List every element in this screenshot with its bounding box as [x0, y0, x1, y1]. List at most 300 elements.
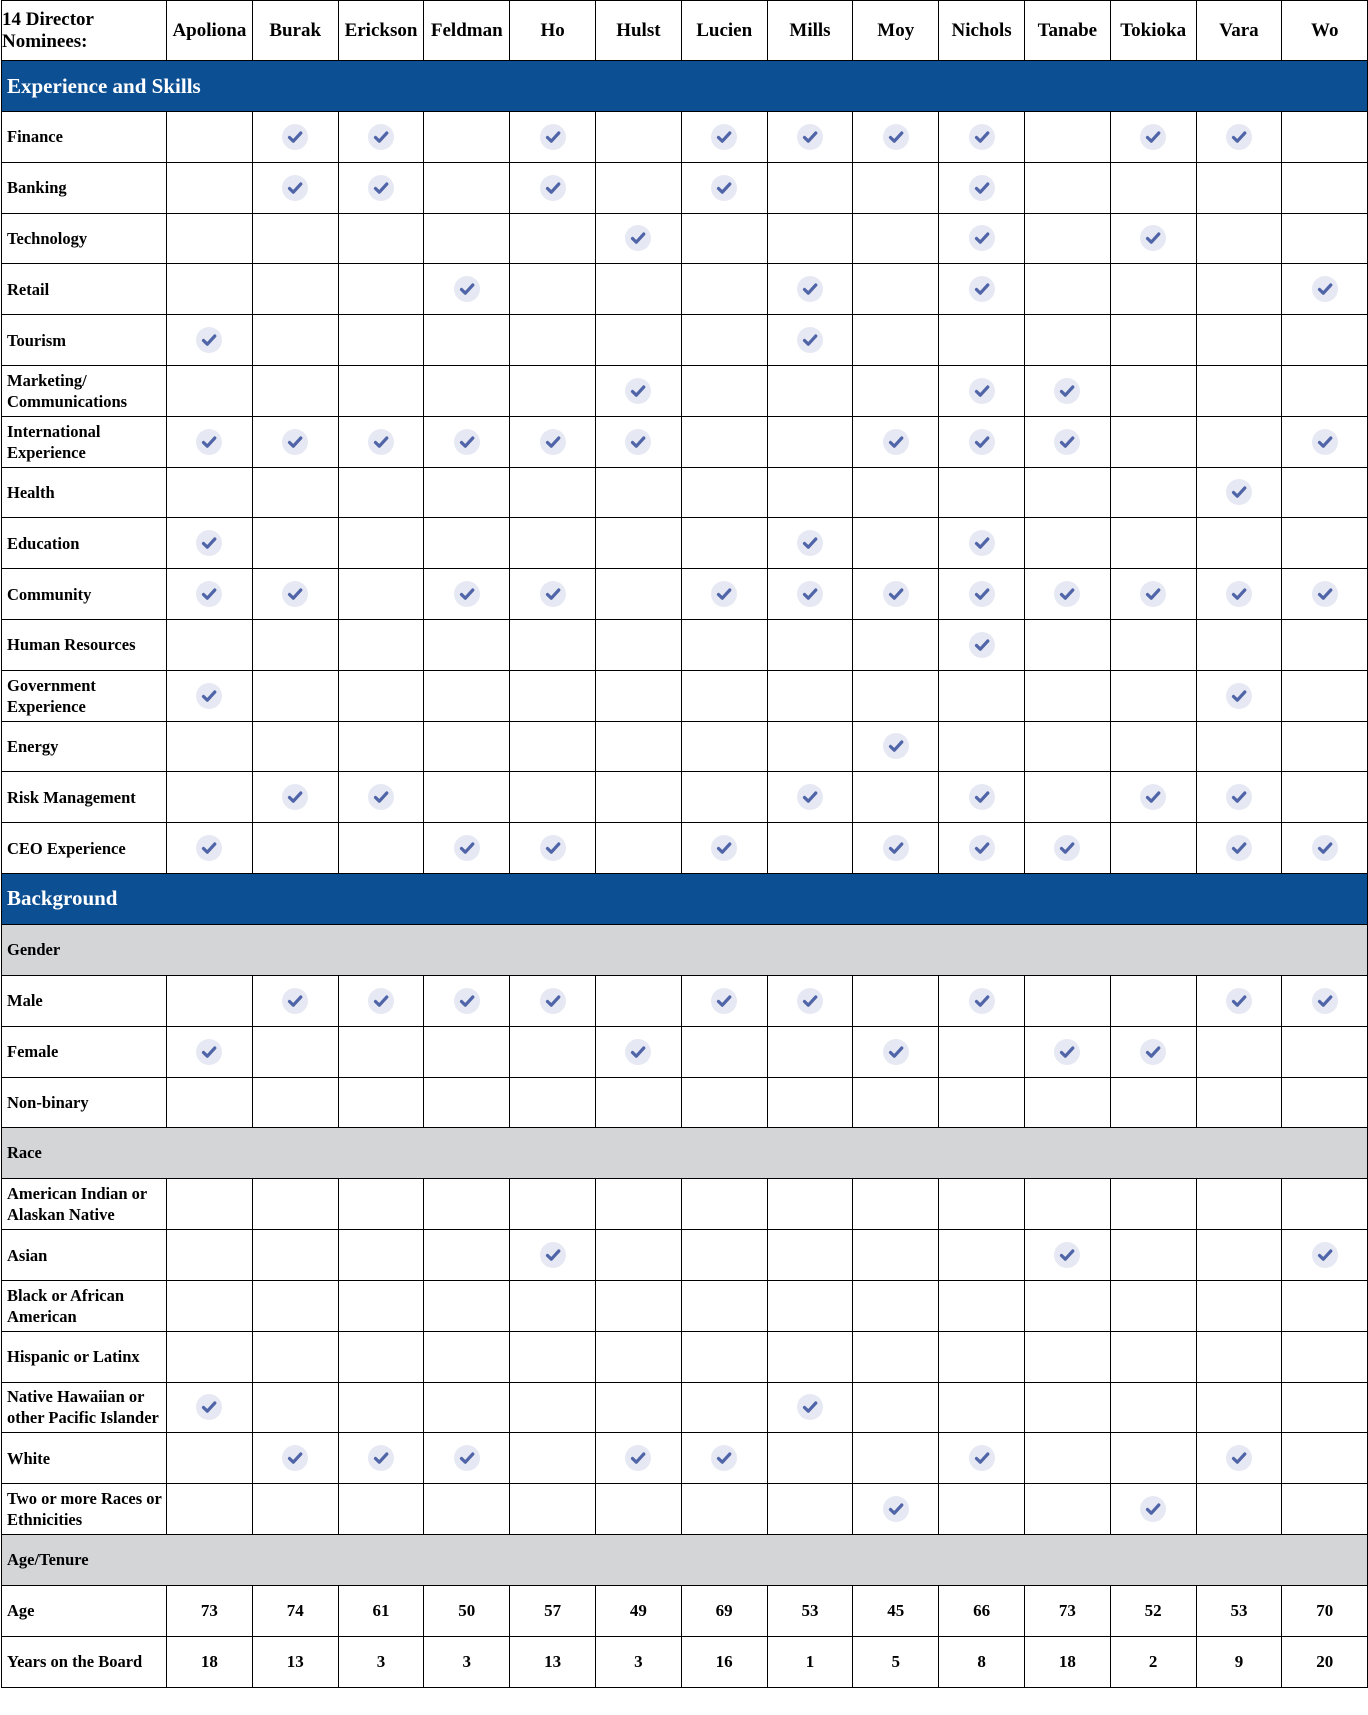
- check-cell: [1110, 1179, 1196, 1230]
- check-cell: [1282, 315, 1368, 366]
- check-cell: [939, 1484, 1025, 1535]
- check-cell: [767, 467, 853, 518]
- check-cell: [1282, 264, 1368, 315]
- check-cell: [767, 1077, 853, 1128]
- check-cell: [1024, 1331, 1110, 1382]
- check-cell: [252, 1433, 338, 1484]
- check-cell: [424, 1026, 510, 1077]
- check-cell: [595, 467, 681, 518]
- checkmark-icon: [1226, 784, 1252, 810]
- check-cell: [595, 162, 681, 213]
- check-cell: [167, 264, 253, 315]
- checkmark-icon: [1226, 835, 1252, 861]
- checkmark-icon: [1226, 124, 1252, 150]
- check-cell: [510, 162, 596, 213]
- row-label: Government Experience: [2, 670, 167, 721]
- check-cell: [681, 670, 767, 721]
- check-cell: [252, 1382, 338, 1433]
- checkmark-icon: [196, 327, 222, 353]
- table-row: [2, 416, 1368, 467]
- check-cell: [1110, 975, 1196, 1026]
- value-cell: 13: [252, 1636, 338, 1687]
- check-cell: [1024, 1484, 1110, 1535]
- check-cell: [1110, 365, 1196, 416]
- checkmark-icon: [625, 429, 651, 455]
- check-cell: [510, 1179, 596, 1230]
- check-cell: [853, 1484, 939, 1535]
- check-cell: [767, 1433, 853, 1484]
- checkmark-icon: [1140, 581, 1166, 607]
- check-cell: [167, 213, 253, 264]
- check-cell: [510, 315, 596, 366]
- checkmark-icon: [1140, 124, 1166, 150]
- check-cell: [1282, 162, 1368, 213]
- check-cell: [1282, 518, 1368, 569]
- check-cell: [1282, 1331, 1368, 1382]
- check-cell: [510, 670, 596, 721]
- value-cell: 73: [167, 1585, 253, 1636]
- check-cell: [939, 264, 1025, 315]
- check-cell: [424, 1179, 510, 1230]
- check-cell: [767, 975, 853, 1026]
- value-cell: 70: [1282, 1585, 1368, 1636]
- table-row: [2, 1433, 1368, 1484]
- check-cell: [167, 1026, 253, 1077]
- check-cell: [1110, 569, 1196, 620]
- check-cell: [252, 823, 338, 874]
- table-row: [2, 975, 1368, 1026]
- check-cell: [252, 1484, 338, 1535]
- check-cell: [853, 518, 939, 569]
- check-cell: [338, 823, 424, 874]
- checkmark-icon: [1054, 1039, 1080, 1065]
- row-label: Marketing/ Communications: [2, 365, 167, 416]
- row-label: White: [2, 1433, 167, 1484]
- check-cell: [681, 365, 767, 416]
- check-cell: [853, 162, 939, 213]
- table-row: [2, 162, 1368, 213]
- check-cell: [252, 1280, 338, 1331]
- row-label: CEO Experience: [2, 823, 167, 874]
- check-cell: [424, 823, 510, 874]
- check-cell: [1110, 1280, 1196, 1331]
- check-cell: [595, 721, 681, 772]
- check-cell: [1110, 112, 1196, 163]
- check-cell: [1196, 1331, 1282, 1382]
- check-cell: [252, 416, 338, 467]
- check-cell: [767, 365, 853, 416]
- table-row: [2, 315, 1368, 366]
- check-cell: [1196, 772, 1282, 823]
- checkmark-icon: [625, 1445, 651, 1471]
- table-row: [2, 1026, 1368, 1077]
- row-label: Asian: [2, 1230, 167, 1281]
- check-cell: [853, 365, 939, 416]
- check-cell: [1282, 1484, 1368, 1535]
- check-cell: [338, 416, 424, 467]
- check-cell: [252, 975, 338, 1026]
- check-cell: [1282, 772, 1368, 823]
- value-cell: 49: [595, 1585, 681, 1636]
- checkmark-icon: [625, 225, 651, 251]
- check-cell: [1024, 1179, 1110, 1230]
- check-cell: [681, 1026, 767, 1077]
- check-cell: [767, 1280, 853, 1331]
- check-cell: [424, 162, 510, 213]
- check-cell: [1110, 1230, 1196, 1281]
- check-cell: [510, 569, 596, 620]
- check-cell: [853, 1179, 939, 1230]
- checkmark-icon: [454, 1445, 480, 1471]
- check-cell: [1196, 467, 1282, 518]
- check-cell: [1196, 213, 1282, 264]
- check-cell: [424, 772, 510, 823]
- checkmark-icon: [797, 1394, 823, 1420]
- check-cell: [167, 315, 253, 366]
- checkmark-icon: [711, 1445, 737, 1471]
- checkmark-icon: [1226, 683, 1252, 709]
- check-cell: [424, 1382, 510, 1433]
- check-cell: [424, 1331, 510, 1382]
- check-cell: [1110, 670, 1196, 721]
- check-cell: [510, 823, 596, 874]
- checkmark-icon: [797, 124, 823, 150]
- check-cell: [252, 518, 338, 569]
- check-cell: [767, 670, 853, 721]
- checkmark-icon: [368, 784, 394, 810]
- check-cell: [767, 264, 853, 315]
- nominee-name: Wo: [1282, 1, 1368, 61]
- checkmark-icon: [797, 327, 823, 353]
- checkmark-icon: [282, 988, 308, 1014]
- check-cell: [1110, 162, 1196, 213]
- director-skills-matrix: [1, 0, 1368, 1688]
- check-cell: [338, 467, 424, 518]
- check-cell: [767, 213, 853, 264]
- check-cell: [338, 1484, 424, 1535]
- check-cell: [853, 1280, 939, 1331]
- checkmark-icon: [883, 1039, 909, 1065]
- check-cell: [1282, 112, 1368, 163]
- check-cell: [595, 1382, 681, 1433]
- check-cell: [595, 315, 681, 366]
- check-cell: [681, 1280, 767, 1331]
- checkmark-icon: [540, 124, 566, 150]
- check-cell: [252, 112, 338, 163]
- table-row: [2, 1382, 1368, 1433]
- check-cell: [681, 162, 767, 213]
- check-cell: [424, 365, 510, 416]
- check-cell: [167, 619, 253, 670]
- check-cell: [681, 1382, 767, 1433]
- check-cell: [1024, 619, 1110, 670]
- check-cell: [767, 721, 853, 772]
- check-cell: [510, 975, 596, 1026]
- check-cell: [338, 1433, 424, 1484]
- check-cell: [853, 416, 939, 467]
- checkmark-icon: [282, 429, 308, 455]
- value-cell: 13: [510, 1636, 596, 1687]
- row-label: Health: [2, 467, 167, 518]
- checkmark-icon: [454, 429, 480, 455]
- check-cell: [595, 1077, 681, 1128]
- checkmark-icon: [368, 175, 394, 201]
- check-cell: [1282, 1280, 1368, 1331]
- check-cell: [252, 467, 338, 518]
- checkmark-icon: [797, 276, 823, 302]
- check-cell: [338, 1331, 424, 1382]
- check-cell: [1024, 518, 1110, 569]
- checkmark-icon: [282, 784, 308, 810]
- check-cell: [338, 670, 424, 721]
- check-cell: [1110, 1382, 1196, 1433]
- check-cell: [1196, 1433, 1282, 1484]
- check-cell: [1024, 1433, 1110, 1484]
- checkmark-icon: [797, 581, 823, 607]
- check-cell: [1282, 569, 1368, 620]
- check-cell: [1110, 467, 1196, 518]
- check-cell: [595, 1331, 681, 1382]
- check-cell: [1110, 213, 1196, 264]
- check-cell: [252, 569, 338, 620]
- check-cell: [853, 619, 939, 670]
- check-cell: [510, 619, 596, 670]
- checkmark-icon: [196, 835, 222, 861]
- subsection-header: [2, 1534, 1368, 1585]
- check-cell: [1196, 162, 1282, 213]
- value-cell: 61: [338, 1585, 424, 1636]
- check-cell: [1282, 213, 1368, 264]
- checkmark-icon: [969, 835, 995, 861]
- check-cell: [939, 772, 1025, 823]
- row-label: Age: [2, 1585, 167, 1636]
- checkmark-icon: [196, 530, 222, 556]
- check-cell: [167, 467, 253, 518]
- row-label: American Indian or Alaskan Native: [2, 1179, 167, 1230]
- table-row: [2, 112, 1368, 163]
- table-row: [2, 772, 1368, 823]
- value-cell: 9: [1196, 1636, 1282, 1687]
- row-label: Education: [2, 518, 167, 569]
- check-cell: [167, 1280, 253, 1331]
- check-cell: [595, 518, 681, 569]
- row-label: Years on the Board: [2, 1636, 167, 1687]
- value-cell: 66: [939, 1585, 1025, 1636]
- checkmark-icon: [540, 1242, 566, 1268]
- check-cell: [1282, 365, 1368, 416]
- checkmark-icon: [883, 581, 909, 607]
- section-title: Race: [2, 1128, 1368, 1179]
- checkmark-icon: [969, 429, 995, 455]
- check-cell: [1110, 1331, 1196, 1382]
- check-cell: [595, 416, 681, 467]
- section-title: Experience and Skills: [2, 61, 1368, 112]
- check-cell: [595, 772, 681, 823]
- check-cell: [853, 112, 939, 163]
- value-cell: 3: [338, 1636, 424, 1687]
- value-cell: 2: [1110, 1636, 1196, 1687]
- nominee-name: Lucien: [681, 1, 767, 61]
- check-cell: [939, 569, 1025, 620]
- nominee-name: Tanabe: [1024, 1, 1110, 61]
- checkmark-icon: [1140, 225, 1166, 251]
- checkmark-icon: [1140, 1496, 1166, 1522]
- check-cell: [1282, 1230, 1368, 1281]
- check-cell: [853, 213, 939, 264]
- check-cell: [939, 162, 1025, 213]
- check-cell: [338, 213, 424, 264]
- section-title: Background: [2, 873, 1368, 924]
- checkmark-icon: [969, 378, 995, 404]
- checkmark-icon: [883, 835, 909, 861]
- row-label: Retail: [2, 264, 167, 315]
- checkmark-icon: [196, 429, 222, 455]
- check-cell: [424, 569, 510, 620]
- check-cell: [595, 619, 681, 670]
- check-cell: [338, 518, 424, 569]
- check-cell: [252, 365, 338, 416]
- check-cell: [252, 619, 338, 670]
- checkmark-icon: [282, 124, 308, 150]
- check-cell: [424, 518, 510, 569]
- check-cell: [338, 264, 424, 315]
- check-cell: [853, 1331, 939, 1382]
- check-cell: [424, 213, 510, 264]
- row-label: Male: [2, 975, 167, 1026]
- check-cell: [1024, 315, 1110, 366]
- check-cell: [167, 772, 253, 823]
- check-cell: [853, 1077, 939, 1128]
- check-cell: [1282, 670, 1368, 721]
- check-cell: [338, 619, 424, 670]
- checkmark-icon: [1054, 1242, 1080, 1268]
- check-cell: [1282, 416, 1368, 467]
- check-cell: [424, 315, 510, 366]
- nominee-name: Apoliona: [167, 1, 253, 61]
- check-cell: [1110, 721, 1196, 772]
- checkmark-icon: [883, 1496, 909, 1522]
- nominee-header-row: [2, 1, 1368, 61]
- row-label: Female: [2, 1026, 167, 1077]
- check-cell: [1110, 619, 1196, 670]
- check-cell: [510, 721, 596, 772]
- check-cell: [595, 264, 681, 315]
- nominee-name: Mills: [767, 1, 853, 61]
- check-cell: [1024, 975, 1110, 1026]
- checkmark-icon: [454, 835, 480, 861]
- checkmark-icon: [969, 276, 995, 302]
- check-cell: [338, 1280, 424, 1331]
- checkmark-icon: [454, 581, 480, 607]
- check-cell: [681, 1077, 767, 1128]
- checkmark-icon: [625, 1039, 651, 1065]
- check-cell: [424, 1077, 510, 1128]
- check-cell: [1196, 721, 1282, 772]
- check-cell: [1110, 1077, 1196, 1128]
- checkmark-icon: [196, 581, 222, 607]
- checkmark-icon: [969, 1445, 995, 1471]
- check-cell: [510, 1382, 596, 1433]
- check-cell: [853, 1433, 939, 1484]
- table-row: [2, 518, 1368, 569]
- check-cell: [338, 1230, 424, 1281]
- check-cell: [338, 975, 424, 1026]
- check-cell: [681, 1230, 767, 1281]
- check-cell: [681, 112, 767, 163]
- check-cell: [510, 1230, 596, 1281]
- check-cell: [1110, 518, 1196, 569]
- check-cell: [510, 1077, 596, 1128]
- checkmark-icon: [711, 124, 737, 150]
- check-cell: [939, 416, 1025, 467]
- check-cell: [681, 213, 767, 264]
- check-cell: [510, 1433, 596, 1484]
- check-cell: [939, 518, 1025, 569]
- check-cell: [1024, 569, 1110, 620]
- check-cell: [1024, 467, 1110, 518]
- checkmark-icon: [540, 988, 566, 1014]
- check-cell: [1110, 315, 1196, 366]
- check-cell: [681, 619, 767, 670]
- nominee-name: Nichols: [939, 1, 1025, 61]
- checkmark-icon: [540, 835, 566, 861]
- check-cell: [939, 670, 1025, 721]
- value-cell: 73: [1024, 1585, 1110, 1636]
- table-row: [2, 1280, 1368, 1331]
- check-cell: [252, 1179, 338, 1230]
- table-row: [2, 1636, 1368, 1687]
- check-cell: [1282, 975, 1368, 1026]
- checkmark-icon: [711, 835, 737, 861]
- value-cell: 5: [853, 1636, 939, 1687]
- check-cell: [1196, 1077, 1282, 1128]
- checkmark-icon: [1054, 835, 1080, 861]
- check-cell: [681, 975, 767, 1026]
- check-cell: [1196, 619, 1282, 670]
- checkmark-icon: [282, 1445, 308, 1471]
- check-cell: [1024, 264, 1110, 315]
- checkmark-icon: [711, 988, 737, 1014]
- check-cell: [595, 1230, 681, 1281]
- row-label: Black or African American: [2, 1280, 167, 1331]
- check-cell: [167, 1484, 253, 1535]
- check-cell: [510, 264, 596, 315]
- row-label: International Experience: [2, 416, 167, 467]
- check-cell: [853, 721, 939, 772]
- subsection-header: [2, 924, 1368, 975]
- check-cell: [1110, 823, 1196, 874]
- table-row: [2, 467, 1368, 518]
- row-label: Human Resources: [2, 619, 167, 670]
- check-cell: [1196, 1230, 1282, 1281]
- check-cell: [681, 1179, 767, 1230]
- nominee-name: Vara: [1196, 1, 1282, 61]
- check-cell: [338, 1026, 424, 1077]
- check-cell: [1196, 365, 1282, 416]
- check-cell: [167, 1331, 253, 1382]
- checkmark-icon: [797, 988, 823, 1014]
- check-cell: [853, 467, 939, 518]
- check-cell: [939, 619, 1025, 670]
- check-cell: [767, 569, 853, 620]
- check-cell: [1196, 112, 1282, 163]
- check-cell: [767, 162, 853, 213]
- checkmark-icon: [196, 1039, 222, 1065]
- checkmark-icon: [969, 988, 995, 1014]
- check-cell: [681, 315, 767, 366]
- check-cell: [424, 1230, 510, 1281]
- value-cell: 69: [681, 1585, 767, 1636]
